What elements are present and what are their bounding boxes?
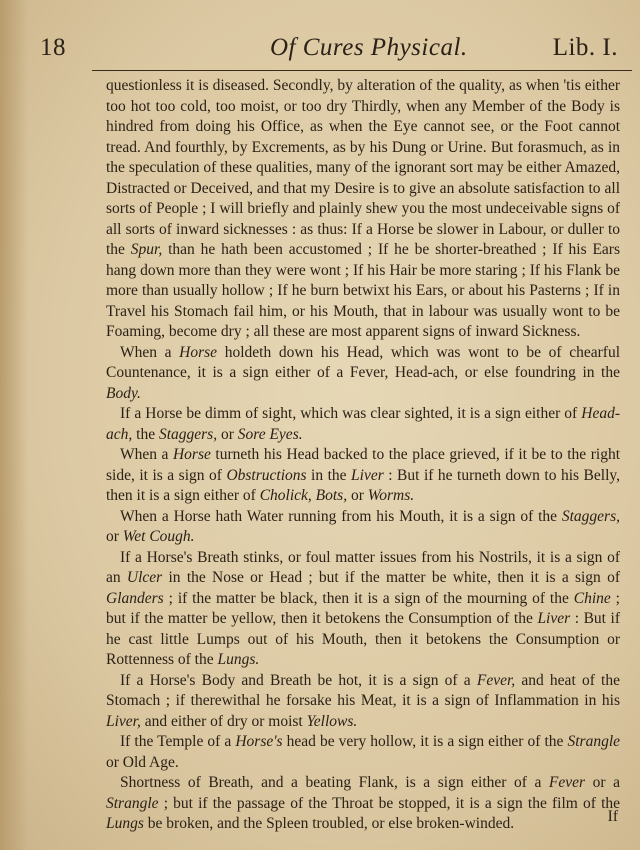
- italic-term: Spur,: [130, 241, 163, 258]
- text-run: and either of dry or moist: [140, 712, 307, 730]
- running-title: Of Cures Physical.: [270, 34, 468, 61]
- text-run: turneth his Head backed to the place grieved, if it be to the right side, it is a sign of: [106, 446, 620, 484]
- text-run: or: [347, 487, 368, 504]
- page-header: [40, 30, 626, 70]
- italic-term: Bots,: [315, 487, 348, 504]
- italic-term: Ulcer: [126, 569, 163, 586]
- italic-term: Chine: [573, 589, 611, 607]
- italic-term: Body.: [106, 384, 141, 402]
- body-text: [106, 76, 620, 835]
- italic-term: Lungs.: [217, 651, 260, 668]
- text-run: or a: [585, 774, 620, 791]
- text-run: ; but if the passage of the Throat be stopped, it is a sign the film of the: [158, 794, 620, 812]
- book-number: Lib. I.: [552, 34, 618, 61]
- italic-term: Strangle: [106, 794, 159, 812]
- italic-term: Horse's: [235, 733, 283, 750]
- italic-term: Staggers,: [158, 425, 218, 443]
- italic-term: Liver: [351, 466, 384, 484]
- italic-term: Strangle: [567, 733, 621, 750]
- text-run: or: [217, 425, 238, 443]
- paragraph: [106, 773, 620, 835]
- paragraph: [106, 404, 620, 445]
- paragraph: [106, 343, 620, 405]
- paragraph: [106, 76, 620, 343]
- text-run: head be very hollow, it is a sign either of the: [282, 733, 568, 750]
- paragraph: [106, 548, 620, 671]
- text-run: holdeth down his Head, which was wont to be of chearful Countenance, it is a sign either of a Fever, Head-ach, or else foundring in the: [106, 343, 620, 381]
- italic-term: Lungs: [106, 815, 144, 832]
- italic-term: Wet Cough.: [122, 528, 195, 545]
- text-run: When a: [120, 343, 180, 361]
- paragraph: [106, 732, 620, 773]
- italic-term: Liver: [537, 610, 571, 627]
- header-rule: [92, 70, 632, 71]
- text-run: in the Nose or Head ; but if the matter be white, then it is a sign of: [162, 569, 620, 586]
- text-run: ; but if the matter be yellow, then it betokens the Consumption of the: [106, 589, 620, 627]
- italic-term: Worms.: [367, 487, 415, 504]
- italic-term: Fever,: [476, 671, 516, 689]
- italic-term: Horse: [172, 446, 211, 463]
- text-run: be broken, and the Spleen troubled, or else broken-winded.: [143, 815, 515, 832]
- italic-term: Yellows.: [306, 712, 358, 730]
- italic-term: Glanders: [106, 589, 164, 607]
- italic-term: Head-ach,: [106, 405, 620, 443]
- text-run: If a Horse's Body and Breath be hot, it is a sign of a: [120, 671, 477, 689]
- text-run: questionless it is diseased. Secondly, by alteration of the quality, as when 'tis either too hot too cold, too moist, or too dry Thirdly, when any Member of the Body is hindred from doing his Office, as when the Eye cannot see, or the Foot cannot tread. And fourthly, by Excrements, as by his Dung or Urine. But forasmuch, as in the speculation of these qualities, many of the ignorant sort may be either Amazed, Distracted or Deceived, and that my Desire is to give an absolute satisfaction to all sorts of People ; I will briefly and plainly shew you the most undeceivable signs of all sorts of inward sicknesses : as thus: If a Horse be slower in Labour, or duller to the: [106, 77, 620, 258]
- text-run: ; if the matter be black, then it is a sign of the mourning of the: [163, 589, 574, 607]
- text-run: When a: [120, 446, 173, 463]
- catchword: If: [607, 808, 618, 825]
- text-run: If a Horse's Breath stinks, or foul matter issues from his Nostrils, it is a sign of an: [106, 548, 620, 586]
- page-gutter-shadow: [0, 0, 28, 850]
- italic-term: Staggers,: [561, 507, 620, 525]
- text-run: Shortness of Breath, and a beating Flank, is a sign either of a: [120, 774, 549, 791]
- text-run: If a Horse be dimm of sight, which was clear sighted, it is a sign either of: [120, 405, 582, 422]
- italic-term: Liver,: [106, 712, 141, 730]
- text-run: or Old Age.: [106, 753, 179, 771]
- text-run: in the: [306, 466, 352, 484]
- italic-term: Horse: [179, 343, 218, 361]
- text-run: the: [132, 425, 159, 443]
- text-run: and heat of the Stomach ; if therewithal he forsake his Meat, it is a sign of Inflammation in his: [106, 671, 620, 709]
- text-run: : But if he cast little Lumps out of his Mouth, then it betokens the Consumption or Rottenness of the: [106, 610, 620, 668]
- text-run: When a Horse hath Water running from his Mouth, it is a sign of the: [120, 507, 562, 525]
- italic-term: Fever: [548, 774, 586, 791]
- text-run: If the Temple of a: [120, 733, 236, 750]
- italic-term: Obstructions: [226, 466, 307, 484]
- italic-term: Sore Eyes.: [237, 425, 303, 443]
- page-number: 18: [40, 34, 66, 61]
- italic-term: Cholick,: [259, 487, 312, 504]
- paragraph: [106, 507, 620, 548]
- paragraph: [106, 671, 620, 733]
- text-run: than he hath been accustomed ; If he be shorter-breathed ; If his Ears hang down more than they were wont ; If his Hair be more staring ; If his Flank be more than usually hollow ; If he burn betwixt his Ears, or about his Pasterns ; If in Travel his Stomach fail him, or his Mouth, that in labour was usually wont to be Foaming, become dry ; all these are most apparent signs of inward Sickness.: [106, 241, 621, 340]
- paragraph: [106, 445, 620, 507]
- text-run: or: [106, 528, 123, 545]
- text-run: : But if he turneth down to his Belly, then it is a sign either of: [106, 466, 620, 504]
